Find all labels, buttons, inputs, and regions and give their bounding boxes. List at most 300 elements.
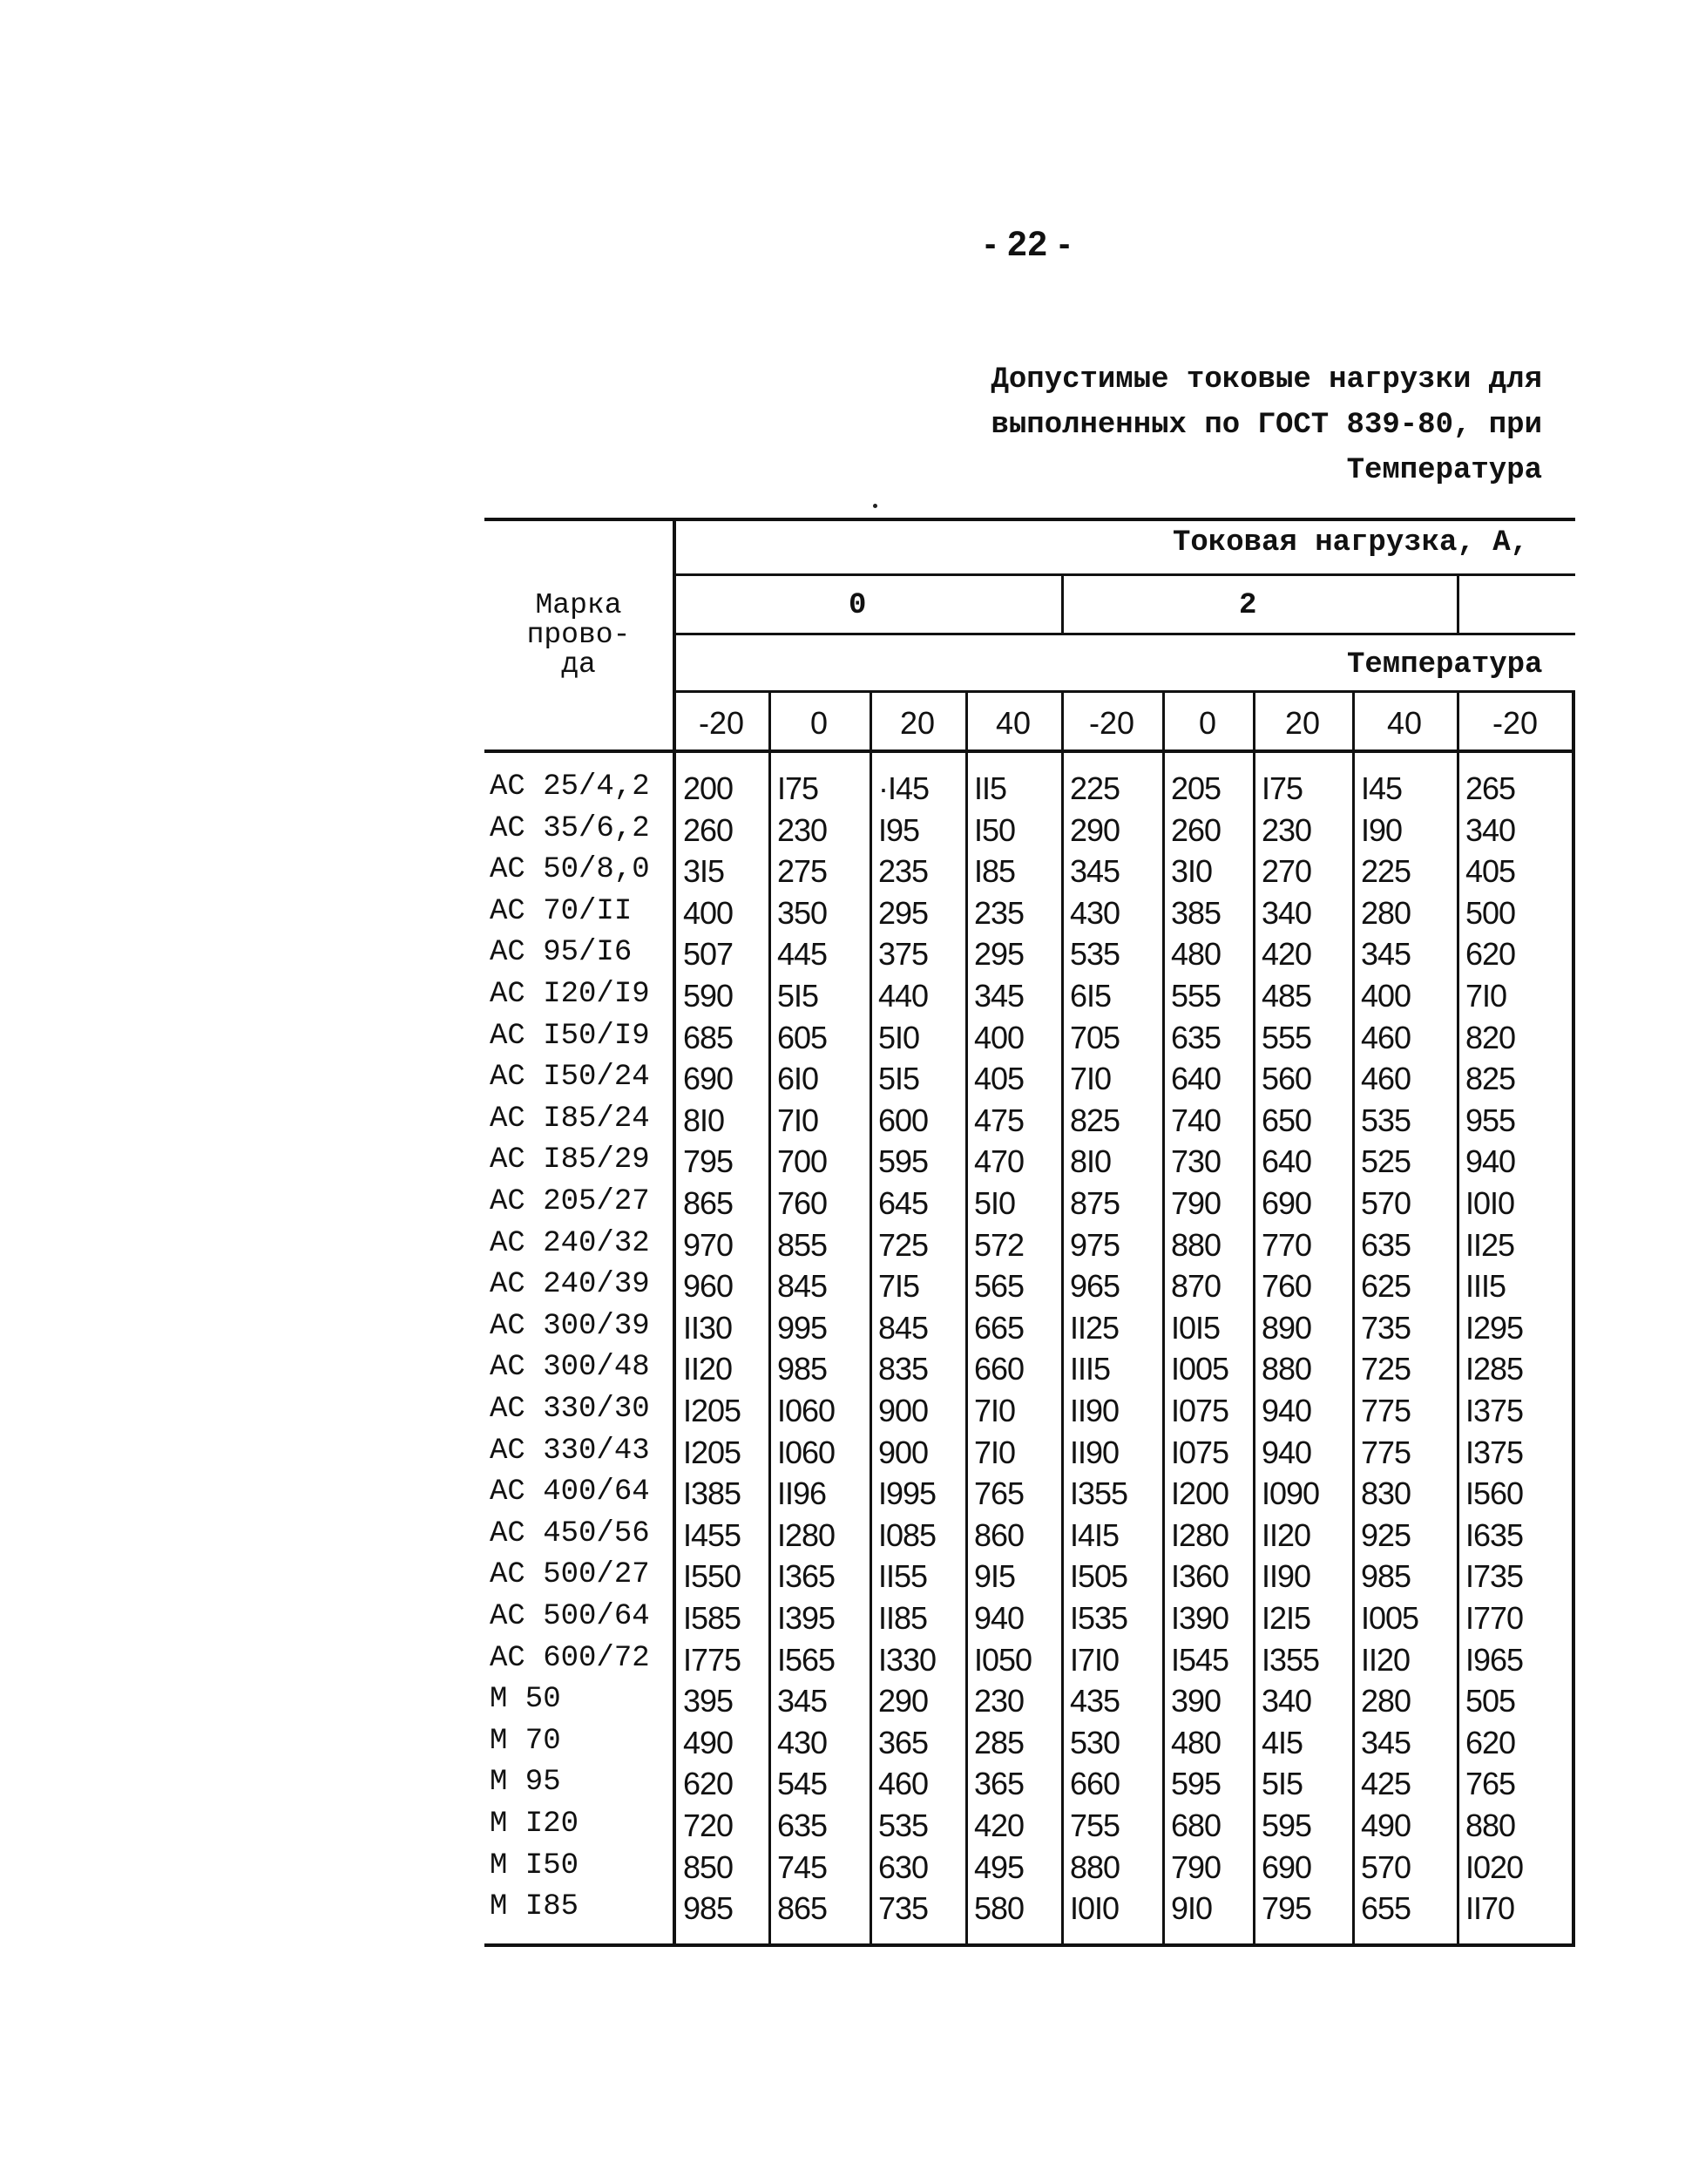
current-value-cell: 570 — [1361, 1848, 1411, 1885]
current-value-cell: 260 — [683, 811, 734, 848]
current-value-cell: 400 — [974, 1019, 1025, 1055]
current-value-cell: 975 — [1070, 1226, 1120, 1263]
current-value-cell: 460 — [878, 1766, 929, 1802]
current-value-cell: I375 — [1465, 1393, 1524, 1428]
current-value-cell: 970 — [683, 1226, 734, 1263]
current-value-cell: I020 — [1465, 1848, 1524, 1885]
current-value-cell: I005 — [1361, 1600, 1419, 1636]
temperature-column-header: 0 — [1198, 705, 1217, 741]
temperature-column-header: 20 — [899, 705, 936, 741]
current-value-cell: 565 — [974, 1268, 1025, 1305]
current-value-cell: 295 — [974, 936, 1025, 973]
current-value-cell: 605 — [777, 1019, 828, 1055]
current-value-cell: 900 — [878, 1434, 929, 1470]
current-value-cell: I75 — [777, 770, 819, 806]
current-value-cell: II90 — [1070, 1393, 1120, 1428]
current-value-cell: 795 — [683, 1143, 734, 1180]
current-value-cell: I85 — [974, 853, 1016, 890]
current-value-cell: 690 — [683, 1061, 734, 1097]
table-row — [484, 1642, 1575, 1684]
current-value-cell: 635 — [777, 1808, 828, 1843]
caption-line-1: Допустимые токовые нагрузки для — [991, 363, 1542, 397]
current-value-cell: 690 — [1262, 1848, 1312, 1885]
current-value-cell: I005 — [1171, 1351, 1229, 1387]
wire-mark-cell: АС I50/24 — [490, 1061, 650, 1095]
header-rule-1 — [674, 573, 1575, 576]
current-value-cell: 5I0 — [974, 1185, 1016, 1221]
current-value-cell: 530 — [1070, 1724, 1120, 1760]
current-value-cell: 835 — [878, 1351, 929, 1387]
current-value-cell: 830 — [1361, 1475, 1411, 1512]
table-row — [484, 1849, 1575, 1891]
wire-mark-cell: М I85 — [490, 1890, 579, 1924]
wire-mark-cell: М 50 — [490, 1683, 561, 1717]
current-value-cell: 420 — [974, 1808, 1025, 1843]
current-value-cell: 545 — [777, 1766, 828, 1802]
current-value-cell: I535 — [1070, 1600, 1128, 1636]
current-value-cell: I95 — [878, 811, 920, 848]
table-caption — [991, 357, 1542, 493]
current-value-cell: 420 — [1262, 936, 1312, 973]
current-value-cell: 525 — [1361, 1143, 1411, 1180]
current-value-cell: 440 — [878, 978, 929, 1014]
current-value-cell: I7I0 — [1070, 1641, 1120, 1678]
table-row — [484, 1351, 1575, 1393]
current-value-cell: 590 — [683, 978, 734, 1014]
current-value-cell: 635 — [1171, 1019, 1221, 1055]
table-row — [484, 1890, 1575, 1932]
current-value-cell: 345 — [1070, 853, 1120, 890]
current-value-cell: 860 — [974, 1516, 1025, 1553]
current-value-cell: 260 — [1171, 811, 1221, 848]
table-row — [484, 936, 1575, 978]
wire-mark-cell: М I20 — [490, 1808, 579, 1841]
current-value-cell: 735 — [1361, 1309, 1411, 1346]
current-value-cell: 725 — [1361, 1351, 1411, 1387]
current-value-cell: II25 — [1465, 1226, 1515, 1263]
current-value-cell: 965 — [1070, 1268, 1120, 1305]
current-value-cell: 985 — [683, 1890, 734, 1927]
current-value-cell: I505 — [1070, 1558, 1128, 1595]
current-value-cell: 275 — [777, 853, 828, 890]
current-value-cell: 775 — [1361, 1393, 1411, 1428]
temperature-column-header: -20 — [1088, 705, 1135, 741]
current-value-cell: 3I5 — [683, 853, 725, 890]
current-value-cell: I050 — [974, 1641, 1032, 1678]
current-value-cell: II25 — [1070, 1309, 1120, 1346]
current-value-cell: 9I5 — [974, 1558, 1016, 1595]
current-value-cell: 690 — [1262, 1185, 1312, 1221]
header-rule-2 — [674, 633, 1575, 635]
current-value-cell: 345 — [777, 1683, 828, 1719]
current-value-cell: 460 — [1361, 1061, 1411, 1097]
table-row — [484, 1268, 1575, 1310]
speed-group-0: 0 — [849, 589, 867, 622]
current-value-cell: III5 — [1465, 1268, 1506, 1305]
current-value-cell: 295 — [878, 894, 929, 931]
current-value-cell: 685 — [683, 1019, 734, 1055]
wire-mark-cell: АС 70/II — [490, 894, 633, 928]
current-value-cell: 730 — [1171, 1143, 1221, 1180]
current-value-cell: 480 — [1171, 1724, 1221, 1760]
current-value-cell: I060 — [777, 1393, 836, 1428]
current-value-cell: 345 — [1361, 936, 1411, 973]
current-value-cell: 280 — [1361, 1683, 1411, 1719]
current-value-cell: 535 — [1361, 1102, 1411, 1138]
current-value-cell: 845 — [878, 1309, 929, 1346]
table-row — [484, 1475, 1575, 1517]
current-value-cell: 205 — [1171, 770, 1221, 806]
current-value-cell: 640 — [1262, 1143, 1312, 1180]
current-value-cell: 735 — [878, 1890, 929, 1927]
temperature-header: Температура — [1347, 648, 1543, 682]
wire-mark-cell: АС I85/29 — [490, 1143, 650, 1177]
current-value-cell: 940 — [974, 1600, 1025, 1636]
current-value-cell: 265 — [1465, 770, 1516, 806]
current-value-cell: 890 — [1262, 1309, 1312, 1346]
current-value-cell: 760 — [777, 1185, 828, 1221]
current-value-cell: 340 — [1465, 811, 1516, 848]
current-value-cell: 340 — [1262, 894, 1312, 931]
current-value-cell: I995 — [878, 1475, 937, 1512]
current-value-cell: 7I5 — [878, 1268, 920, 1305]
table-row — [484, 1393, 1575, 1435]
current-value-cell: 6I0 — [777, 1061, 819, 1097]
current-value-cell: 270 — [1262, 853, 1312, 890]
wire-mark-cell: АС 50/8,0 — [490, 853, 650, 887]
current-value-cell: 230 — [777, 811, 828, 848]
table-row — [484, 1766, 1575, 1808]
wire-mark-cell: АС 330/43 — [490, 1434, 650, 1468]
wire-mark-cell: М 95 — [490, 1766, 561, 1800]
current-value-cell: 400 — [1361, 978, 1411, 1014]
current-value-cell: 870 — [1171, 1268, 1221, 1305]
current-value-cell: 625 — [1361, 1268, 1411, 1305]
table-row — [484, 1558, 1575, 1600]
current-value-cell: 825 — [1465, 1061, 1516, 1097]
wire-mark-cell: АС 205/27 — [490, 1185, 650, 1218]
current-value-cell: I075 — [1171, 1393, 1229, 1428]
current-value-cell: 405 — [974, 1061, 1025, 1097]
current-value-cell: I355 — [1262, 1641, 1320, 1678]
current-value-cell: 705 — [1070, 1019, 1120, 1055]
speed-group-2: 2 — [1239, 589, 1257, 622]
current-value-cell: I90 — [1361, 811, 1403, 848]
current-value-cell: II85 — [878, 1600, 928, 1636]
current-value-cell: 507 — [683, 936, 734, 973]
current-value-cell: 8I0 — [683, 1102, 725, 1138]
current-value-cell: 985 — [1361, 1558, 1411, 1595]
wire-mark-cell: АС 400/64 — [490, 1475, 650, 1509]
current-value-cell: 655 — [1361, 1890, 1411, 1927]
current-value-cell: I285 — [1465, 1351, 1524, 1387]
current-value-cell: 900 — [878, 1393, 929, 1428]
current-value-cell: 665 — [974, 1309, 1025, 1346]
wire-mark-cell: АС 450/56 — [490, 1516, 650, 1550]
wire-mark-cell: АС 35/6,2 — [490, 811, 650, 845]
current-value-cell: 400 — [683, 894, 734, 931]
current-value-cell: I75 — [1262, 770, 1303, 806]
current-value-cell: 880 — [1262, 1351, 1312, 1387]
group-divider-1 — [1061, 573, 1064, 634]
table-row — [484, 1102, 1575, 1144]
wire-mark-cell: АС 95/I6 — [490, 936, 633, 970]
current-value-cell: 765 — [974, 1475, 1025, 1512]
current-value-cell: III5 — [1070, 1351, 1111, 1387]
wire-mark-cell: М I50 — [490, 1848, 579, 1882]
temperature-column-header: -20 — [698, 705, 745, 741]
current-value-cell: 865 — [683, 1185, 734, 1221]
current-value-cell: II5 — [974, 770, 1007, 806]
wire-mark-cell: АС 500/64 — [490, 1600, 650, 1633]
current-value-cell: 490 — [1361, 1808, 1411, 1843]
table-row — [484, 1227, 1575, 1269]
temperature-column-header: 0 — [809, 705, 829, 741]
current-value-cell: I090 — [1262, 1475, 1320, 1512]
current-value-cell: 5I5 — [1262, 1766, 1303, 1802]
temperature-column-header: 20 — [1284, 705, 1321, 741]
current-value-cell: I560 — [1465, 1475, 1524, 1512]
current-value-cell: I4I5 — [1070, 1516, 1120, 1553]
current-value-cell: I280 — [1171, 1516, 1229, 1553]
current-value-cell: 230 — [974, 1683, 1025, 1719]
current-value-cell: I395 — [777, 1600, 836, 1636]
current-value-cell: 795 — [1262, 1890, 1312, 1927]
wire-mark-cell: АС 25/4,2 — [490, 770, 650, 804]
wire-mark-cell: АС 240/32 — [490, 1226, 650, 1260]
current-value-cell: 600 — [878, 1102, 929, 1138]
page-number: - 22 - — [985, 225, 1072, 263]
header-bottom-rule — [484, 749, 1575, 753]
current-value-cell: 405 — [1465, 853, 1516, 890]
current-value-cell: 475 — [974, 1102, 1025, 1138]
caption-line-2: выполненных по ГОСТ 839-80, при — [991, 409, 1542, 442]
current-value-cell: 7I0 — [777, 1102, 819, 1138]
wire-mark-cell: АС I85/24 — [490, 1102, 650, 1136]
table-row — [484, 1600, 1575, 1642]
current-value-cell: 485 — [1262, 978, 1312, 1014]
current-value-cell: 4I5 — [1262, 1724, 1303, 1760]
current-value-cell: 200 — [683, 770, 734, 806]
table-row — [484, 1517, 1575, 1559]
current-value-cell: 5I5 — [878, 1061, 920, 1097]
table-row — [484, 770, 1575, 812]
current-value-cell: I550 — [683, 1558, 741, 1595]
current-value-cell: I360 — [1171, 1558, 1229, 1595]
current-value-cell: 5I0 — [878, 1019, 920, 1055]
current-value-cell: I565 — [777, 1641, 836, 1678]
current-value-cell: 880 — [1070, 1848, 1120, 1885]
table-row — [484, 895, 1575, 937]
current-value-cell: 740 — [1171, 1102, 1221, 1138]
wire-mark-cell: АС 500/27 — [490, 1558, 650, 1592]
current-value-cell: 390 — [1171, 1683, 1221, 1719]
current-value-cell: I280 — [777, 1516, 836, 1553]
table-row — [484, 1020, 1575, 1061]
current-value-cell: I205 — [683, 1434, 741, 1470]
current-value-cell: II20 — [683, 1351, 733, 1387]
current-value-cell: 235 — [878, 853, 929, 890]
current-value-cell: 720 — [683, 1808, 734, 1843]
current-value-cell: 345 — [974, 978, 1025, 1014]
wire-mark-cell: АС I20/I9 — [490, 978, 650, 1011]
current-value-cell: 8I0 — [1070, 1143, 1112, 1180]
current-value-cell: I390 — [1171, 1600, 1229, 1636]
current-value-cell: 460 — [1361, 1019, 1411, 1055]
current-value-cell: 230 — [1262, 811, 1312, 848]
table-row — [484, 1725, 1575, 1767]
current-value-cell: 535 — [1070, 936, 1120, 973]
current-value-cell: I735 — [1465, 1558, 1524, 1595]
current-value-cell: 620 — [1465, 936, 1516, 973]
table-row — [484, 1185, 1575, 1227]
current-value-cell: 680 — [1171, 1808, 1221, 1843]
current-value-cell: 620 — [1465, 1724, 1516, 1760]
current-value-cell: 700 — [777, 1143, 828, 1180]
current-value-cell: 280 — [1361, 894, 1411, 931]
current-value-cell: 660 — [974, 1351, 1025, 1387]
current-value-cell: 985 — [777, 1351, 828, 1387]
current-value-cell: 845 — [777, 1268, 828, 1305]
current-value-cell: 855 — [777, 1226, 828, 1263]
current-value-cell: 365 — [974, 1766, 1025, 1802]
current-value-cell: 395 — [683, 1683, 734, 1719]
current-value-cell: 635 — [1361, 1226, 1411, 1263]
current-value-cell: 940 — [1262, 1393, 1312, 1428]
current-value-cell: 880 — [1171, 1226, 1221, 1263]
current-value-cell: ·I45 — [878, 770, 930, 806]
current-value-cell: I200 — [1171, 1475, 1229, 1512]
current-value-cell: 285 — [974, 1724, 1025, 1760]
current-value-cell: 495 — [974, 1848, 1025, 1885]
current-value-cell: 995 — [777, 1309, 828, 1346]
current-value-cell: 790 — [1171, 1848, 1221, 1885]
current-value-cell: 790 — [1171, 1185, 1221, 1221]
current-value-cell: 770 — [1262, 1226, 1312, 1263]
group-divider-2 — [1457, 573, 1459, 634]
current-value-cell: 3I0 — [1171, 853, 1213, 890]
current-value-cell: 555 — [1262, 1019, 1312, 1055]
current-value-cell: I060 — [777, 1434, 836, 1470]
mark-header-line-3: да — [561, 648, 596, 681]
temperature-column-header: 40 — [1386, 705, 1423, 741]
current-value-cell: 745 — [777, 1848, 828, 1885]
current-value-cell: I205 — [683, 1393, 741, 1428]
current-value-cell: 435 — [1070, 1683, 1120, 1719]
current-value-cell: I0I0 — [1465, 1185, 1515, 1221]
current-value-cell: 775 — [1361, 1434, 1411, 1470]
current-value-cell: I075 — [1171, 1434, 1229, 1470]
current-value-cell: 7I0 — [1465, 978, 1507, 1014]
current-value-cell: 630 — [878, 1848, 929, 1885]
current-value-cell: 445 — [777, 936, 828, 973]
current-value-cell: 505 — [1465, 1683, 1516, 1719]
current-value-cell: I585 — [683, 1600, 741, 1636]
current-value-cell: II20 — [1262, 1516, 1311, 1553]
current-value-cell: 225 — [1361, 853, 1411, 890]
current-value-cell: I365 — [777, 1558, 836, 1595]
current-value-cell: I455 — [683, 1516, 741, 1553]
current-value-cell: 555 — [1171, 978, 1221, 1014]
temperature-column-header: -20 — [1492, 705, 1539, 741]
table-row — [484, 1808, 1575, 1849]
current-value-cell: 925 — [1361, 1516, 1411, 1553]
current-value-cell: 6I5 — [1070, 978, 1112, 1014]
current-value-cell: II55 — [878, 1558, 928, 1595]
stray-dot — [873, 504, 877, 508]
current-value-cell: 595 — [1262, 1808, 1312, 1843]
current-value-cell: 760 — [1262, 1268, 1312, 1305]
current-value-cell: 235 — [974, 894, 1025, 931]
wire-mark-cell: АС 600/72 — [490, 1641, 650, 1675]
current-value-cell: 7I0 — [974, 1434, 1016, 1470]
current-value-cell: 225 — [1070, 770, 1120, 806]
table-row — [484, 812, 1575, 854]
temperature-column-header: 40 — [995, 705, 1032, 741]
current-value-cell: II96 — [777, 1475, 827, 1512]
current-value-cell: II90 — [1262, 1558, 1311, 1595]
current-value-cell: I775 — [683, 1641, 741, 1678]
current-value-cell: I2I5 — [1262, 1600, 1311, 1636]
current-value-cell: 560 — [1262, 1061, 1312, 1097]
current-load-table — [484, 518, 1575, 1970]
current-load-header: Токовая нагрузка, А, — [1173, 526, 1529, 560]
table-row — [484, 853, 1575, 895]
current-value-cell: I635 — [1465, 1516, 1524, 1553]
current-value-cell: I0I5 — [1171, 1309, 1221, 1346]
current-value-cell: 375 — [878, 936, 929, 973]
table-row — [484, 1683, 1575, 1725]
current-value-cell: 595 — [878, 1143, 929, 1180]
current-value-cell: 5I5 — [777, 978, 819, 1014]
current-value-cell: 620 — [683, 1766, 734, 1802]
current-value-cell: 755 — [1070, 1808, 1120, 1843]
table-top-rule — [484, 518, 1575, 521]
wire-mark-cell: АС 300/48 — [490, 1351, 650, 1385]
current-value-cell: 7I0 — [1070, 1061, 1112, 1097]
current-value-cell: 580 — [974, 1890, 1025, 1927]
current-value-cell: 290 — [1070, 811, 1120, 848]
current-value-cell: 290 — [878, 1683, 929, 1719]
table-bottom-rule — [484, 1943, 1575, 1947]
current-value-cell: 430 — [1070, 894, 1120, 931]
current-value-cell: I295 — [1465, 1309, 1524, 1346]
wire-mark-cell: АС 300/39 — [490, 1309, 650, 1343]
current-value-cell: 470 — [974, 1143, 1025, 1180]
wire-mark-cell: М 70 — [490, 1724, 561, 1758]
current-value-cell: 645 — [878, 1185, 929, 1221]
caption-line-3: Температура — [1346, 454, 1542, 487]
current-value-cell: 572 — [974, 1226, 1025, 1263]
table-row — [484, 1061, 1575, 1102]
current-value-cell: 385 — [1171, 894, 1221, 931]
current-value-cell: 940 — [1262, 1434, 1312, 1470]
current-value-cell: 595 — [1171, 1766, 1221, 1802]
table-row — [484, 1310, 1575, 1352]
current-value-cell: 875 — [1070, 1185, 1120, 1221]
current-value-cell: 500 — [1465, 894, 1516, 931]
current-value-cell: 650 — [1262, 1102, 1312, 1138]
current-value-cell: 865 — [777, 1890, 828, 1927]
current-value-cell: I385 — [683, 1475, 741, 1512]
current-value-cell: 430 — [777, 1724, 828, 1760]
current-value-cell: I965 — [1465, 1641, 1524, 1678]
current-value-cell: I375 — [1465, 1434, 1524, 1470]
current-value-cell: 850 — [683, 1848, 734, 1885]
current-value-cell: 490 — [683, 1724, 734, 1760]
current-value-cell: II20 — [1361, 1641, 1411, 1678]
current-value-cell: 425 — [1361, 1766, 1411, 1802]
